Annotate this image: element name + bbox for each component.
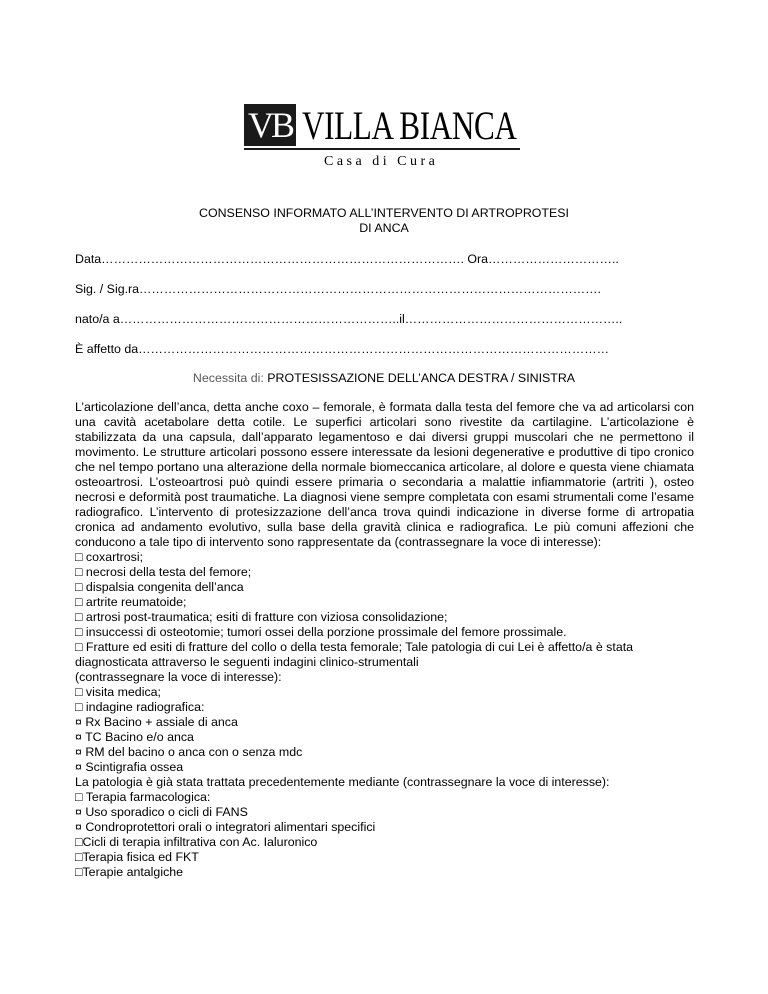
logo-name: VILLA BIANCA — [302, 103, 517, 148]
condition-option-fractures[interactable]: □ Fratture ed esiti di fratture del collo o della testa femorale; Tale patologia di cui Lei è affetto/a è stata diagnosticata attraverso le seguenti indagini clinico-strumentali — [75, 640, 634, 669]
title-line-2: DI ANCA — [359, 221, 409, 235]
diagnosis-note: (contrassegnare la voce di interesse): — [75, 670, 282, 684]
condition-option[interactable]: □ coxartrosi; — [75, 550, 144, 564]
date-time-field[interactable]: Data……………………………………………………………………………. Ora………………………….. — [75, 252, 619, 266]
logo-initials: VB — [244, 104, 296, 146]
diagnosis-option[interactable]: □ visita medica; — [75, 685, 161, 699]
intro-paragraph: L’articolazione dell’anca, detta anche coxo – femorale, è formata dalla testa del femore che va ad articolarsi con una cavità acetabolare detta cotile. Le superfici articolari sono rivestite da cartilagine. L’articolazione è stabilizzata da una capsula, dall’apparato legamentoso e dai diversi gruppi muscolari che ne permettono il movimento. Le strutture articolari possono essere interessate da lesioni degenerative e produttive di tipo cronico che nel tempo portano una alterazione della normale biomeccanica articolare, al dolore e questa viene chiamata osteoartrosi. L’osteoartrosi può quindi essere primaria o secondaria a malattie infiammatorie (artriti ), osteo necrosi e deformità post traumatiche. La diagnosi viene sempre completata con esami strumentali come l’esame radiografico. L’intervento di protesizzazione dell’anca trova quindi indicazione in diverse forme di artropatia cronica ad andamento evolutivo, sulla base della gravità clinica e radiografica. Le più comuni affezioni che conducono a tale tipo di intervento sono rappresentate da (contrassegnare la voce di interesse): — [75, 400, 694, 549]
diagnosis-sub-option[interactable]: ¤ Rx Bacino + assiale di anca — [75, 715, 238, 729]
treatment-option[interactable]: □ Terapia farmacologica: — [75, 790, 211, 804]
treatment-sub-option[interactable]: ¤ Condroprotettori orali o integratori alimentari specifici — [75, 820, 376, 834]
procedure-required — [0, 371, 768, 386]
diagnosis-sub-option[interactable]: ¤ TC Bacino e/o anca — [75, 730, 194, 744]
condition-option[interactable]: □ dispalsia congenita dell’anca — [75, 580, 244, 594]
treatment-option[interactable]: □Terapie antalgiche — [75, 865, 184, 879]
document-title — [100, 206, 668, 236]
treatment-option[interactable]: □Cicli di terapia infiltrativa con Ac. Ialuronico — [75, 835, 318, 849]
diagnosis-sub-option[interactable]: ¤ RM del bacino o anca con o senza mdc — [75, 745, 303, 759]
condition-option[interactable]: □ artrite reumatoide; — [75, 595, 187, 609]
condition-option[interactable]: □ insuccessi di osteotomie; tumori ossei della porzione prossimale del femore prossimale. — [75, 625, 567, 639]
condition-option[interactable]: □ necrosi della testa del femore; — [75, 565, 252, 579]
treatment-sub-option[interactable]: ¤ Uso sporadico o cicli di FANS — [75, 805, 248, 819]
treatment-option[interactable]: □Terapia fisica ed FKT — [75, 850, 199, 864]
birth-place-date-field[interactable]: nato/a a…………………………………………………………..il…………………………………………….. — [75, 312, 623, 326]
diagnosis-option[interactable]: □ indagine radiografica: — [75, 700, 205, 714]
condition-option[interactable]: □ artrosi post-traumatica; esiti di fratture con viziosa consolidazione; — [75, 610, 448, 624]
condition-field[interactable]: È affetto da…………………………………………………………………………………………………… — [75, 342, 609, 356]
diagnosis-sub-option[interactable]: ¤ Scintigrafia ossea — [75, 760, 184, 774]
logo-subtitle: Casa di Cura — [324, 154, 439, 169]
villa-bianca-logo — [244, 104, 524, 176]
procedure-value: PROTESISSAZIONE DELL’ANCA DESTRA / SINISTRA — [267, 371, 576, 385]
title-line-1: CONSENSO INFORMATO ALL’INTERVENTO DI ARTROPROTESI — [199, 206, 569, 220]
document-body — [75, 400, 694, 880]
patient-name-field[interactable]: Sig. / Sig.ra…………………………………………………………………………………………………. — [75, 282, 601, 296]
logo-divider — [244, 148, 520, 150]
treated-intro: La patologia è già stata trattata precedentemente mediante (contrassegnare la voce di interesse): — [75, 775, 610, 789]
procedure-label: Necessita di: — [192, 371, 264, 385]
